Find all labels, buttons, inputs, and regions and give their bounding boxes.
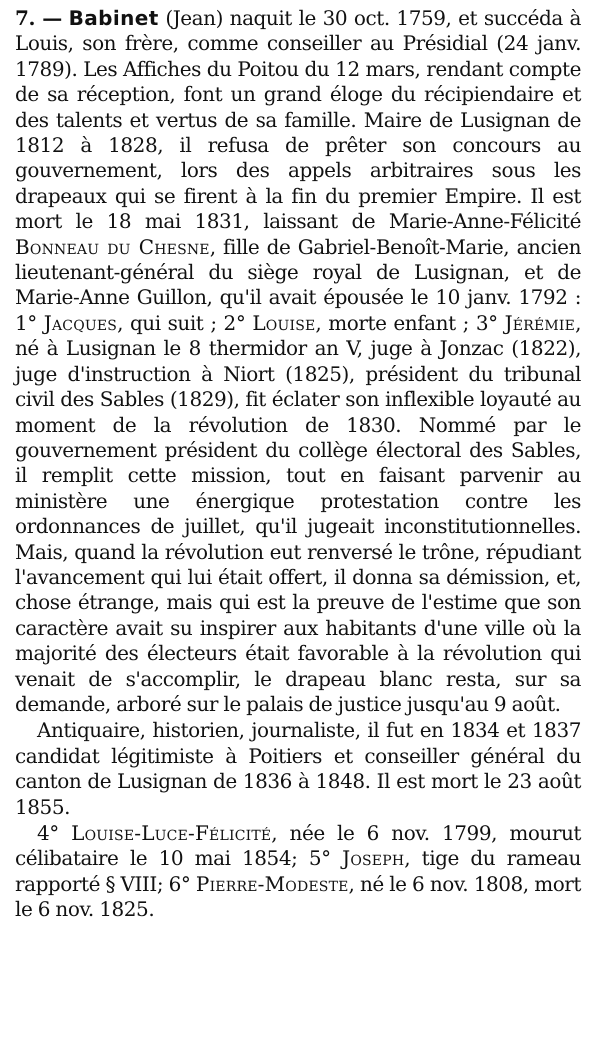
child-name-louise: Louise [252,310,316,335]
entry-surname: Babinet [68,6,159,30]
text-run: , né le 6 nov. 1808, mort le 6 nov. 1825. [15,871,581,922]
text-run: , fille de Gabriel-Benoît-Marie, ancien lieutenant-général du siège royal de Lusignan, et de Marie-Anne Guillon, qu'il avait épousée le 10 janv. 1792 : 1° [15,234,581,335]
entry-paragraph-antiquaire: Antiquaire, historien, journaliste, il fut en 1834 et 1837 candidat légitimiste à Poitiers et conseiller général du canton de Lusignan de 1836 à 1848. Il est mort le 23 août 1855. [15,718,581,819]
text-run: , né à Lusignan le 8 thermidor an V, juge à Jonzac (1822), juge d'instruction à Niort (1825), président du tribunal civil des Sables (1829), fit éclater son inflexible loyauté au moment de la révolution de 1830. Nommé par le gouvernement président du collège électoral des Sables, il remplit cette mission, tout en faisant parvenir au ministère une énergique protestation contre les ordonnances de juillet, qu'il jugeait inconstitutionnelles. Mais, quand la révolution eut renversé le trône, répudiant l'avancement qui lui était offert, il donna sa démission, et, chose étrange, mais qui est la preuve de l'estime que son caractère avait su inspirer aux habitants d'une ville où la majorité des électeurs était favorable à la révolution qui venait de s'accomplir, le drapeau blanc resta, sur sa demande, arboré sur le palais de justice jusqu'au 9 août. [15,310,581,716]
text-run: , morte enfant ; 3° [315,310,505,335]
child-name-jacques: Jacques [43,310,118,335]
text-run: 4° [37,821,72,845]
text-run: (Jean) naquit le 30 oct. 1759, et succéda à Louis, son frère, comme conseiller au Présidial (24 janv. 1789). Les Affiches du Poitou du 12 mars, rendant compte de sa réception, font un grand éloge du récipiendaire et des talents et vertus de sa famille. Maire de Lusignan de 1812 à 1828, il refusa de prêter son concours au gouvernement, lors des appels arbitraires sous les drapeaux qui se firent à la fin du premier Empire. Il est mort le 18 mai 1831, laissant de Marie-Anne-Félicité [15,6,581,234]
entry-number: 7. — [15,6,62,30]
text-run: , tige du rameau rapporté § VIII; 6° [15,846,581,896]
child-name-louise-luce-felicite: Louise-Luce-Félicité [71,821,272,845]
child-name-pierre-modeste: Pierre-Modeste [195,871,349,896]
child-name-joseph: Joseph [342,846,405,871]
entry-paragraph-main [15,6,581,717]
text-run: , née le 6 nov. 1799, mourut célibataire le 10 mai 1854; 5° [15,821,581,871]
entry-paragraph-children [15,821,581,923]
person-name-bonneau: Bonneau du Chesne [15,234,210,259]
text-run: , qui suit ; 2° [117,310,253,335]
child-name-jeremie: Jérémie [504,310,576,335]
